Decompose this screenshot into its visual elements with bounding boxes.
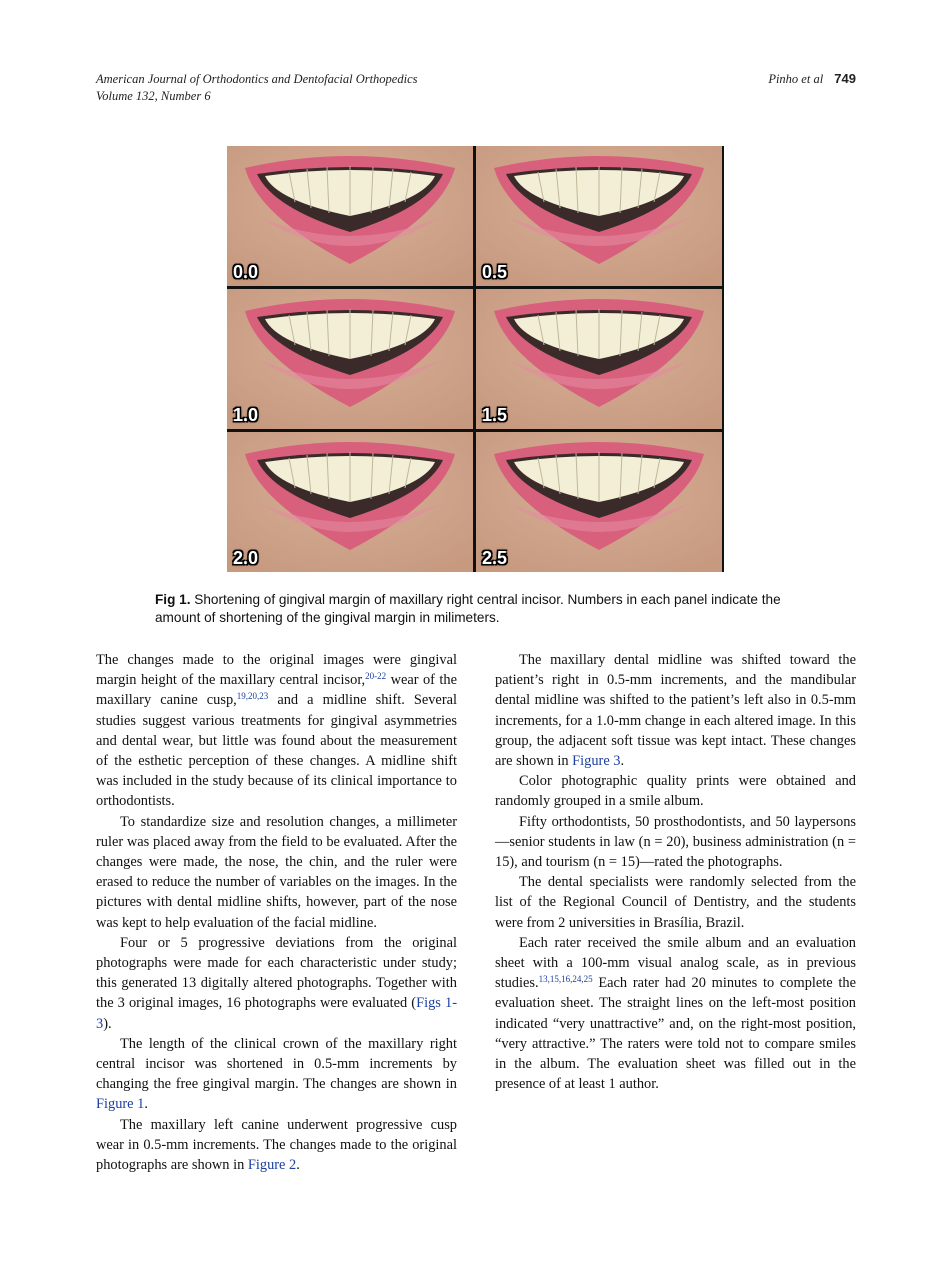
text: . [144, 1096, 148, 1113]
panel-label: 2.0 [233, 548, 259, 568]
paragraph: To standardize size and resolution changes, a millimeter ruler was placed away from the field to be evaluated. After the changes were made, the nose, the chin, and the ruler were erased to reduce the number of variables on the images. In the pictures with dental midline shifts, however, part of the nose was kept to help evaluation of the facial midline. [96, 813, 457, 931]
smile-panel [227, 289, 473, 429]
text: . [296, 1157, 300, 1174]
paragraph [96, 1034, 457, 1115]
paragraph: The dental specialists were randomly selected from the list of the Regional Council of Dentistry, and the students were from 2 universities in Brasília, Brazil. [495, 874, 856, 931]
caption-label: Fig 1. [155, 592, 191, 607]
citation[interactable]: 20-22 [365, 671, 387, 682]
figure-link[interactable]: Figure 1 [96, 1096, 145, 1113]
paragraph: Color photographic quality prints were obtained and randomly grouped in a smile album. [495, 773, 856, 810]
author-name: Pinho et al [768, 72, 824, 86]
page-number: 749 [834, 71, 856, 86]
panel-label: 2.5 [482, 548, 508, 568]
text: Four or 5 progressive deviations from the original photographs were made for each characteristic under study; this generated 13 digitally altered photographs. Together with the 3 original images, 16 photographs were evaluated ( [96, 934, 457, 1012]
paragraph [96, 650, 457, 812]
text: . [620, 753, 625, 770]
smile-panel [227, 432, 473, 572]
citation[interactable]: 19,20,23 [236, 691, 269, 702]
text: The maxillary dental midline was shifted toward the patient’s right in 0.5-mm increments, and the mandibular dental midline was shifted to the patient’s left also in 0.5-mm increments, for a 1.0-mm change in each altered image. In this group, the adjacent soft tissue was kept intact. These changes are shown in [495, 652, 856, 770]
paragraph [96, 933, 457, 1034]
left-column [96, 650, 457, 1175]
paragraph: Fifty orthodontists, 50 prosthodontists, and 50 laypersons—senior students in law (n = 20), business administration (n = 15), and tourism (n = 15)—rated the photographs. [495, 813, 856, 871]
paragraph [96, 1115, 457, 1176]
panel-label: 1.5 [482, 405, 508, 425]
smile-panel [476, 289, 722, 429]
figure-link[interactable]: Figure 2 [247, 1157, 297, 1174]
text: The changes made to the original images were gingival margin height of the maxillary central incisor, [96, 652, 457, 689]
text: The length of the clinical crown of the maxillary right central incisor was shortened in 0.5-mm increments by changing the free gingival margin. The changes are shown in [96, 1035, 457, 1093]
paragraph [495, 650, 856, 771]
panel-label: 0.0 [233, 262, 259, 282]
smile-photo [227, 289, 473, 429]
figure-link[interactable]: Figs 1-3 [96, 995, 457, 1032]
figure-caption [155, 591, 800, 627]
smile-photo [476, 146, 722, 286]
text: Each rater had 20 minutes to complete the evaluation sheet. The straight lines on the left-most position indicated “very unattractive” and, on the right-most position, “very attractive.” The raters were told not to compare smiles in the album. The evaluation sheet was filled out in the presence of at least 1 author. [495, 975, 856, 1093]
smile-photo [227, 432, 473, 572]
caption-text: Shortening of gingival margin of maxillary right central incisor. Numbers in each panel indicate the amount of shortening of the gingival margin in milimeters. [155, 592, 781, 625]
journal-volume: Volume 132, Number 6 [96, 89, 211, 103]
text: The maxillary left canine underwent progressive cusp wear in 0.5-mm increments. The changes made to the original photographs are shown in [96, 1116, 457, 1174]
text: ). [103, 1015, 112, 1032]
journal-title: American Journal of Orthodontics and Dentofacial Orthopedics [96, 72, 418, 86]
text: Each rater received the smile album and an evaluation sheet with a 100-mm visual analog scale, as in previous studies. [495, 934, 856, 992]
panel-label: 1.0 [233, 405, 259, 425]
running-header [96, 71, 418, 105]
smile-panel [476, 146, 722, 286]
smile-photo [227, 146, 473, 286]
figure-1 [227, 146, 724, 572]
smile-photo [476, 432, 722, 572]
right-column [495, 650, 856, 1094]
smile-panel [476, 432, 722, 572]
panel-label: 0.5 [482, 262, 508, 282]
page-header-right [768, 71, 856, 87]
smile-photo [476, 289, 722, 429]
text: wear of the maxillary canine cusp, [96, 672, 457, 709]
smile-panel [227, 146, 473, 286]
text: and a midline shift. Several studies suggest various treatments for gingival asymmetries and dental wear, but little was found about the measurement of the esthetic perception of these changes. A midline shift was included in the study because of its clinical importance to orthodontists. [96, 692, 457, 810]
figure-link[interactable]: Figure 3 [572, 753, 621, 770]
paragraph [495, 933, 856, 1095]
citation[interactable]: 13,15,16,24,25 [538, 974, 593, 985]
